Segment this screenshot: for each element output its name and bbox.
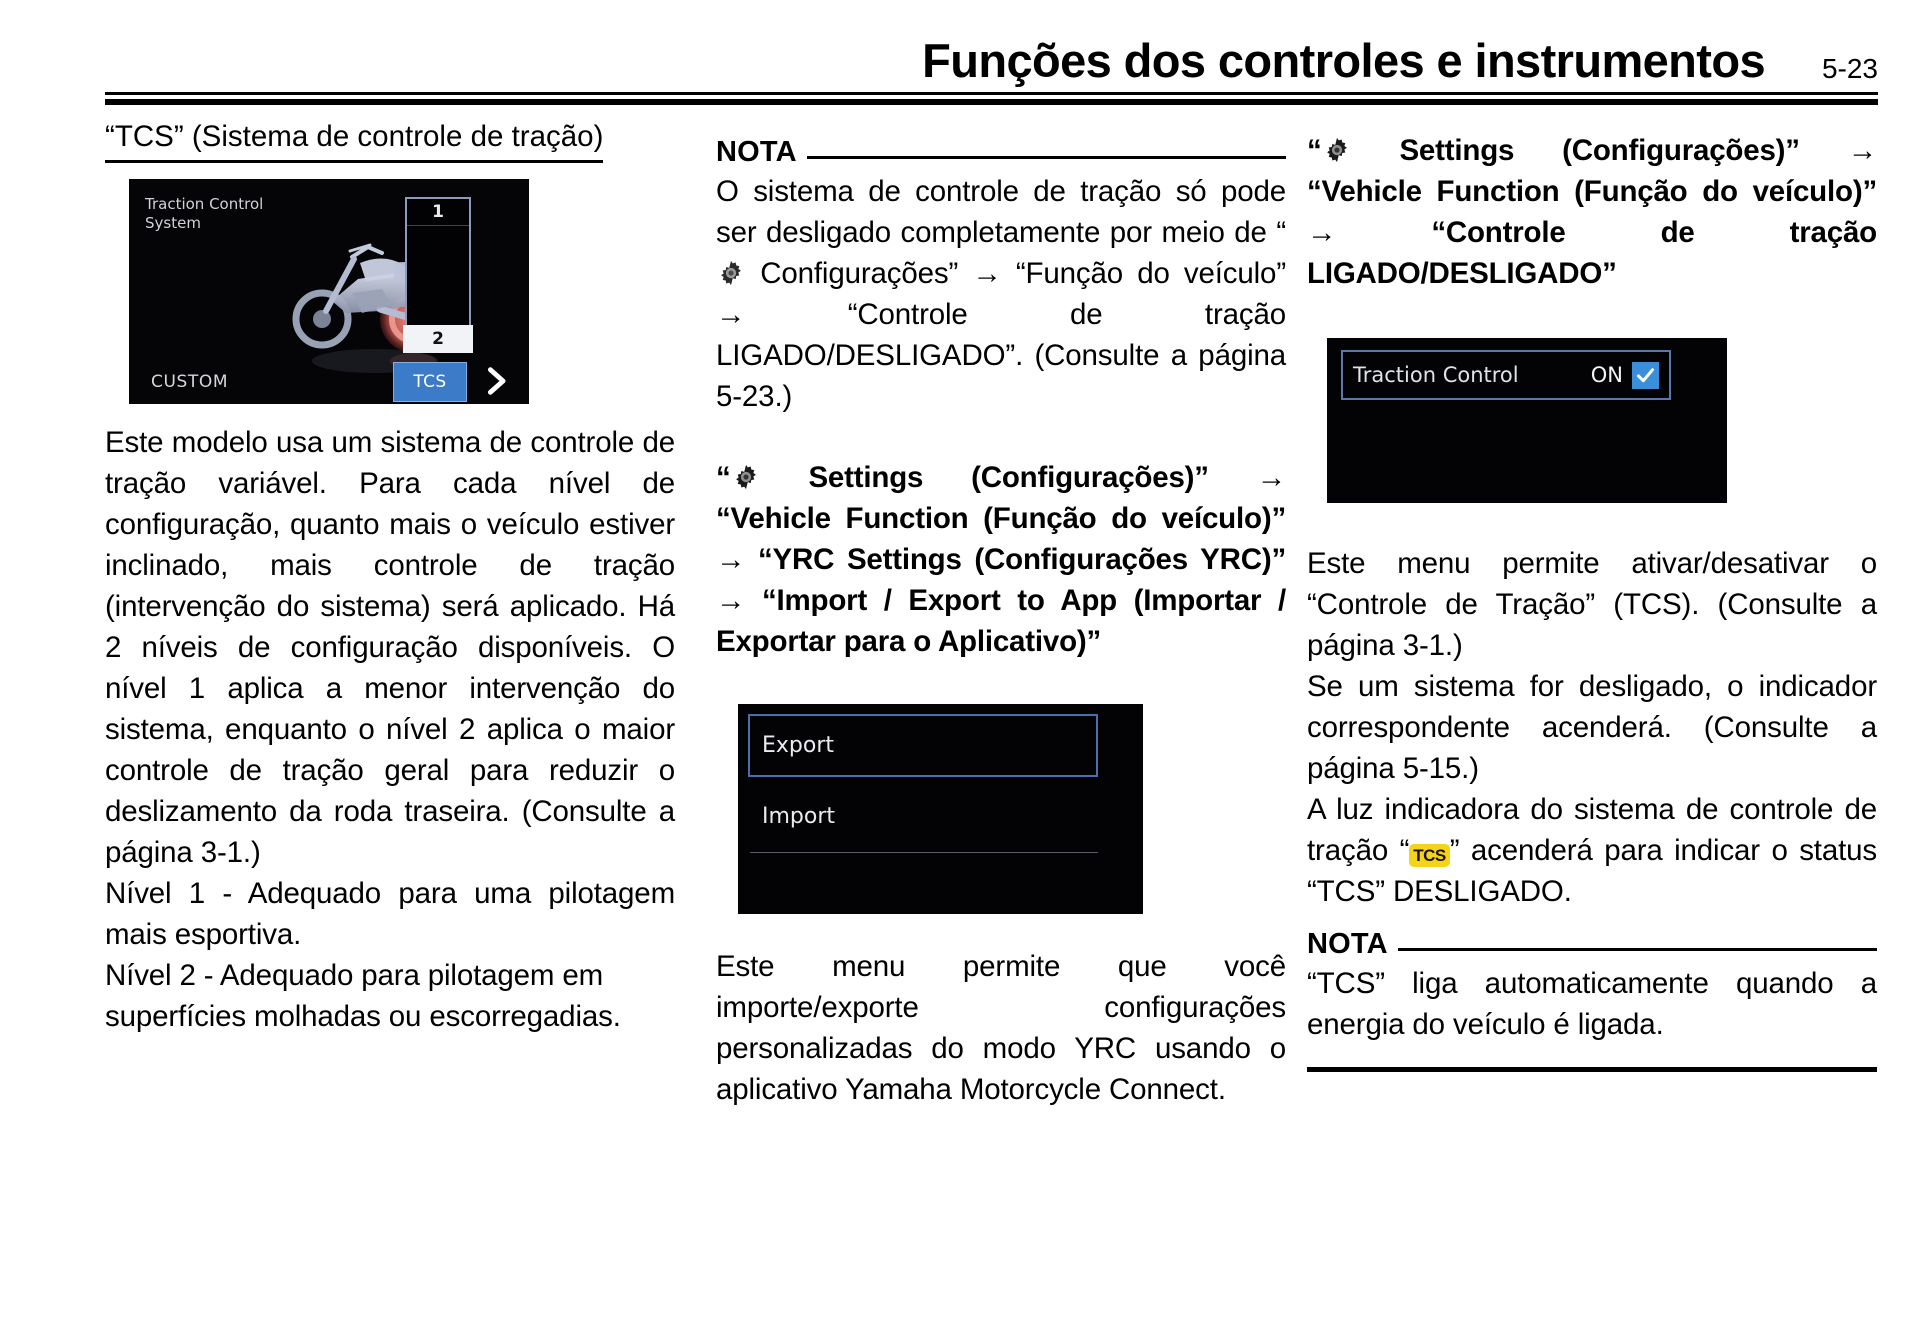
menu-item-import[interactable]: Import [762,804,836,829]
middle-nota-text [716,171,1286,417]
right-column [1307,130,1877,1072]
tcs-custom-label: CUSTOM [151,372,229,392]
left-paragraph-3: Nível 2 - Adequado para pilotagem em superfícies molhadas ou escorregadias. [105,959,621,1033]
middle-nota-label: NOTA [716,136,797,168]
right-paragraph-1: Este menu permite ativar/desativar o “Controle de Tração” (TCS). (Consulte a página 3-1.) [1307,547,1877,662]
middle-paragraph-after-menu: Este menu permite que você importe/exporte configurações personalizadas do modo YRC usando o aplicativo Yamaha Motorcycle Connect. [716,950,1286,1106]
menu-divider [750,852,1098,853]
middle-settings-path-part2: Settings (Configurações)” → “Vehicle Function (Função do veículo)” → “YRC Settings (Configurações YRC)” → “Import / Export to App (Importar / Exportar para o Aplicativo)” [716,461,1286,658]
tcs-mode-button[interactable]: TCS [393,362,467,402]
page-header [0,0,1920,105]
right-paragraph-3 [1307,789,1877,912]
traction-control-label: Traction Control [1353,363,1519,387]
middle-nota-text-part2: Configurações” → “Função do veículo” → “Controle de tração LIGADO/DESLIGADO”. (Consulte a página 5-23.) [716,257,1286,413]
left-column [105,118,675,1037]
checkmark-icon[interactable] [1632,362,1659,389]
gear-icon [1323,136,1351,164]
middle-nota-heading [716,138,1286,167]
import-export-menu-display [738,704,1143,914]
page-title: Funções dos controles e instrumentos [922,34,1765,87]
right-nota-text: “TCS” liga automaticamente quando a energia do veículo é ligada. [1307,967,1877,1041]
header-rule-thin [105,92,1878,95]
left-paragraph-1: Este modelo usa um sistema de controle de tração variável. Para cada nível de configuração, quanto mais o veículo estiver inclinado, mais controle de tração (intervenção do sistema) será aplicado. Há 2 níveis de configuração disponíveis. O nível 1 aplica a menor intervenção do sistema, enquanto o nível 2 aplica o maior controle de tração geral para reduzir o deslizamento da roda traseira. (Consulte a página 3-1.) [105,426,675,869]
middle-nota-text-part1: O sistema de controle de tração só pode ser desligado completamente por meio de “ [716,175,1286,249]
tcs-display-title-line2: System [145,214,201,232]
right-nota-label: NOTA [1307,928,1388,960]
tcs-display-title [145,195,263,233]
right-settings-path-part1: “ [1307,134,1322,167]
tcs-indicator-icon: TCS [1409,844,1450,867]
tcs-level-gauge [405,197,471,351]
middle-nota-rule [807,156,1286,159]
right-nota-heading [1307,930,1877,959]
page-number: 5-23 [1821,53,1878,84]
right-paragraph-3-part2: ” acenderá para indicar o status “TCS” DESLIGADO. [1307,834,1877,908]
header-rule-thick [105,99,1878,105]
gear-icon [732,463,760,491]
middle-settings-path [716,457,1286,662]
middle-settings-path-part1: “ [716,461,731,494]
tcs-bottom-bar [129,360,529,404]
right-bottom-rule [1307,1067,1877,1072]
menu-item-export[interactable]: Export [762,733,835,758]
left-paragraph-2: Nível 1 - Adequado para uma pilotagem mais esportiva. [105,877,675,951]
left-section-title: “TCS” (Sistema de controle de tração) [105,118,603,163]
gear-icon [717,259,745,287]
right-settings-path-part2: Settings (Configurações)” → “Vehicle Function (Função do veículo)” → “Controle de tração LIGADO/DESLIGADO” [1307,134,1877,290]
tcs-instrument-display [129,179,529,404]
right-paragraph-2: Se um sistema for desligado, o indicador correspondente acenderá. (Consulte a página 5-15.) [1307,670,1877,785]
middle-column [716,138,1286,1110]
right-nota-rule [1398,948,1877,951]
tcs-level-top: 1 [407,199,469,226]
traction-control-display [1327,338,1727,503]
chevron-right-icon[interactable] [479,364,513,398]
tcs-display-title-line1: Traction Control [145,195,264,213]
right-settings-path [1307,130,1877,294]
traction-control-row[interactable] [1341,350,1671,400]
traction-control-state: ON [1590,363,1623,387]
tcs-level-bottom: 2 [403,325,473,353]
right-paragraph-3-part1: A luz indicadora do sistema de controle de tração “ [1307,793,1877,867]
